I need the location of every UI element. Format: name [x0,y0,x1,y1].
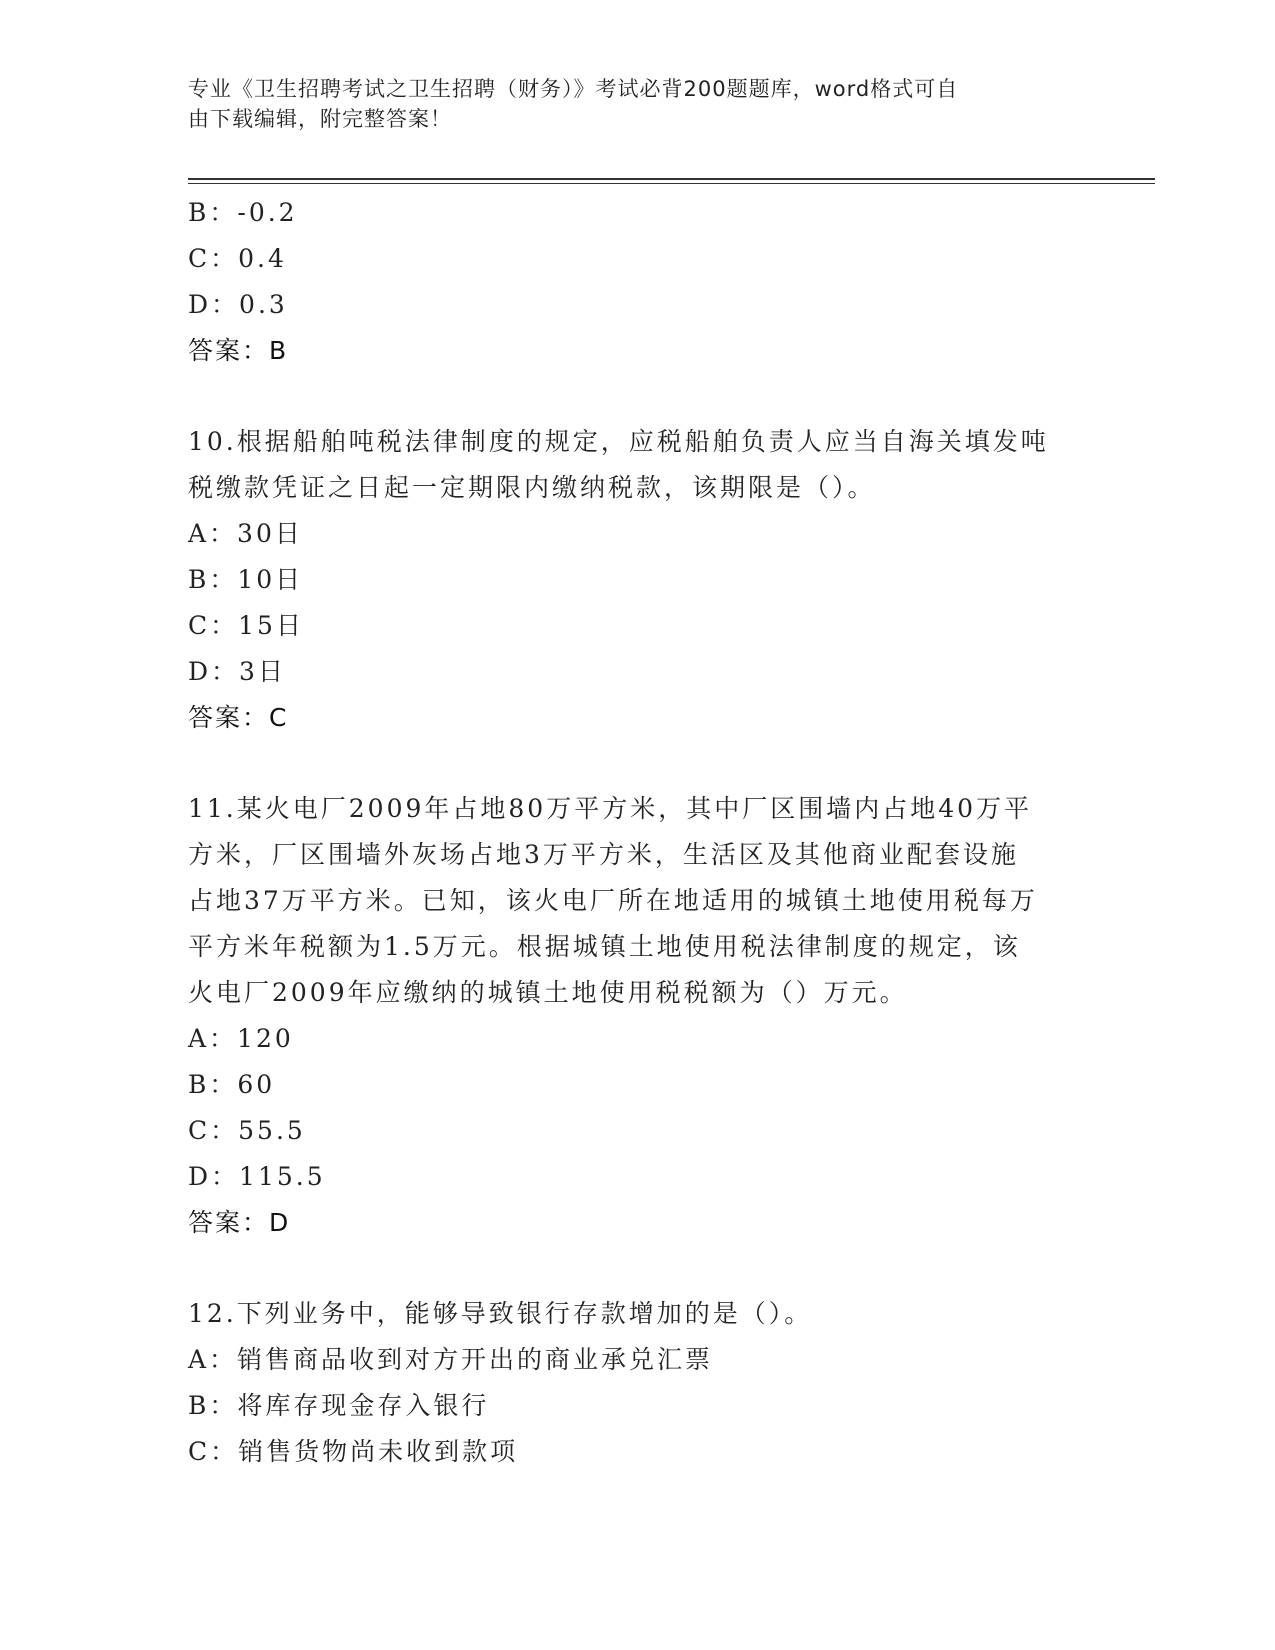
option-b: B：60 [188,1070,276,1099]
option-d: D：0.3 [188,290,288,319]
answer: 答案：C [188,703,289,732]
spacer [188,741,1088,786]
question-10 [188,419,1088,741]
document-header [188,74,1068,134]
option-a: A：销售商品收到对方开出的商业承兑汇票 [188,1345,714,1374]
option-a: A：30日 [188,519,303,548]
question-list [188,190,1088,1475]
spacer [188,1246,1088,1291]
option-d: D：115.5 [188,1162,326,1191]
answer: 答案：D [188,1208,291,1237]
option-c: C：55.5 [188,1116,306,1145]
question-text-line: 12.下列业务中，能够导致银行存款增加的是（）。 [188,1299,813,1328]
option-c: C：15日 [188,611,304,640]
option-c: C：销售货物尚未收到款项 [188,1437,519,1466]
question-text-line: 11.某火电厂2009年占地80万平方米，其中厂区围墙内占地40万平 [188,794,1033,823]
question-text-line: 10.根据船舶吨税法律制度的规定，应税船舶负责人应当自海关填发吨 [188,427,1049,456]
option-b: B：将库存现金存入银行 [188,1391,490,1420]
option-d: D：3日 [188,657,286,686]
question-9-continued [188,190,1088,374]
question-text-line: 火电厂2009年应缴纳的城镇土地使用税税额为（）万元。 [188,978,908,1007]
header-divider-thin [188,183,1155,184]
option-b: B：10日 [188,565,304,594]
option-a: A：120 [188,1024,294,1053]
header-divider-thick [188,178,1155,180]
question-text-line: 税缴款凭证之日起一定期限内缴纳税款，该期限是（）。 [188,473,876,502]
option-c: C：0.4 [188,244,287,273]
question-text-line: 占地37万平方米。已知，该火电厂所在地适用的城镇土地使用税每万 [188,886,1038,915]
question-text-line: 方米，厂区围墙外灰场占地3万平方米，生活区及其他商业配套设施 [188,840,1019,869]
header-line-1: 专业《卫生招聘考试之卫生招聘（财务）》考试必背200题题库，word格式可自 [188,77,959,101]
header-line-2: 由下载编辑，附完整答案！ [188,107,452,131]
question-text-line: 平方米年税额为1.5万元。根据城镇土地使用税法律制度的规定，该 [188,932,1021,961]
answer: 答案：B [188,336,289,365]
question-12 [188,1291,1088,1475]
question-11 [188,786,1088,1246]
option-b: B：-0.2 [188,198,298,227]
spacer [188,374,1088,419]
